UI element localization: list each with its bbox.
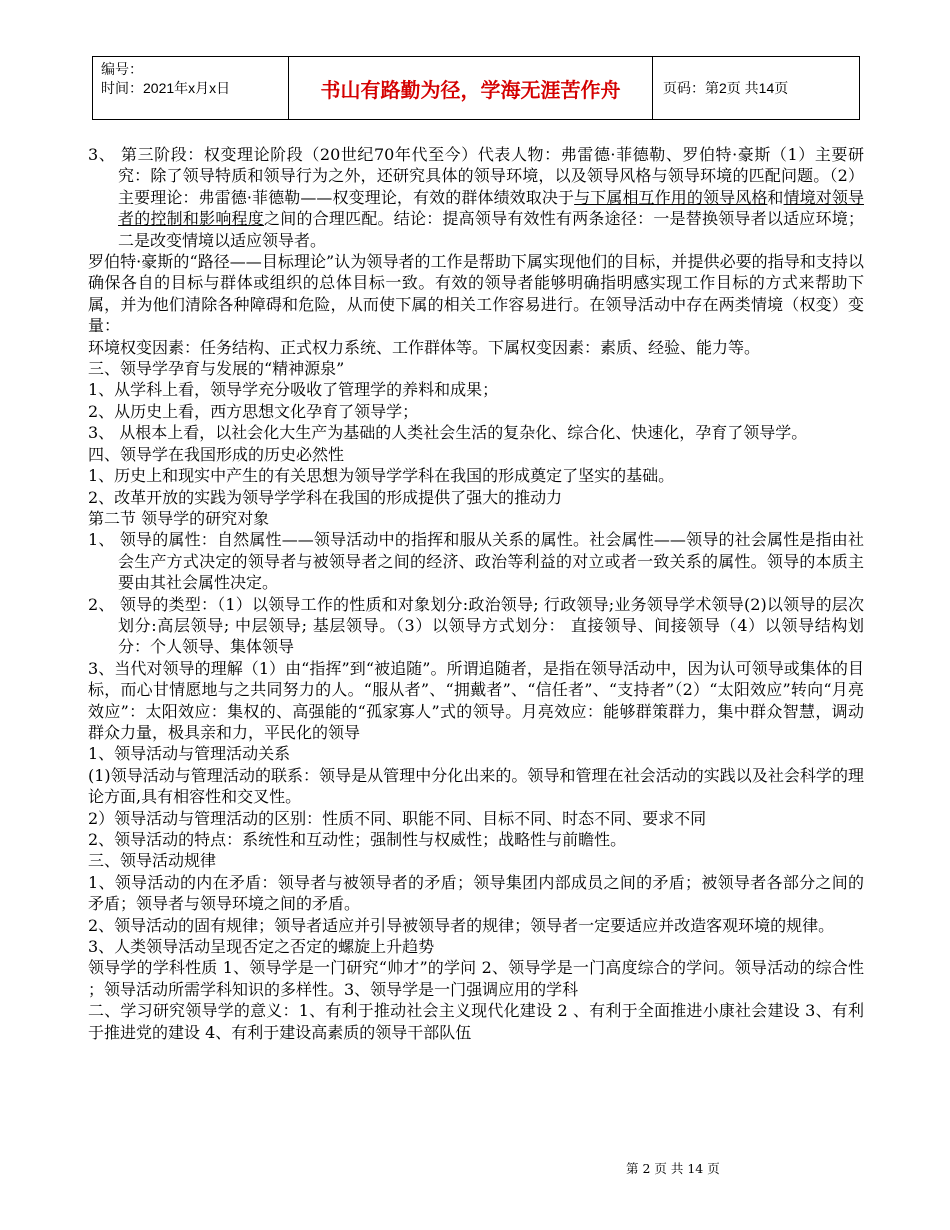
header-motto: 书山有路勤为径，学海无涯苦作舟 [289, 57, 653, 119]
list-item: 2、改革开放的实践为领导学学科在我国的形成提供了强大的推动力 [88, 487, 563, 507]
document-body [88, 144, 864, 1043]
page-footer: 第 2 页 共 14 页 [626, 1161, 720, 1176]
header-info-cell [93, 57, 289, 119]
paragraph: (1)领导活动与管理活动的联系：领导是从管理中分化出来的。领导和管理在社会活动的实践以及社会科学的理论方面,具有相容性和交叉性。 [88, 765, 864, 807]
section-heading: 三、领导学孕育与发展的“精神源泉” [88, 359, 345, 379]
list-item: 1、历史上和现实中产生的有关思想为领导学学科在我国的形成奠定了坚实的基础。 [88, 466, 675, 486]
list-item: 2、从历史上看，西方思想文化孕育了领导学； [88, 401, 419, 421]
section-heading: 第二节 领导学的研究对象 [88, 508, 270, 528]
list-item: 1、从学科上看，领导学充分吸收了管理学的养料和成果； [88, 380, 499, 400]
list-item: 3、 从根本上看，以社会化大生产为基础的人类社会生活的复杂化、综合化、快速化，孕育了领导学。 [88, 423, 808, 443]
paragraph: 领导学的学科性质 1、领导学是一门研究“帅才”的学问 2、领导学是一门高度综合的学问。领导活动的综合性 ；领导活动所需学科知识的多样性。3、领导学是一门强调应用的学科 [88, 958, 864, 999]
paragraph: 罗伯特·豪斯的“路径——目标理论”认为领导者的工作是帮助下属实现他们的目标，并提供必要的指导和支持以确保各自的目标与群体或组织的总体目标一致。有效的领导者能够明确指明感实现工作目标的方式来帮助下属，并为他们清除各种障碍和危险，从而使下属的相关工作容易进行。在领导活动中存在两类情境（权变）变量： [88, 252, 864, 336]
section-heading: 1、领导活动与管理活动关系 [88, 744, 291, 764]
paragraph: 2、领导活动的固有规律；领导者适应并引导被领导者的规律；领导者一定要适应并改造客观环境的规律。 [88, 915, 835, 935]
section-heading: 四、领导学在我国形成的历史必然性 [88, 444, 345, 464]
paragraph: 二、学习研究领导学的意义：1、有利于推动社会主义现代化建设 2 、有利于全面推进小康社会建设 3、有利于推进党的建设 4、有利于建设高素质的领导干部队伍 [88, 1001, 864, 1042]
paragraph: 1、领导活动的内在矛盾：领导者与被领导者的矛盾；领导集团内部成员之间的矛盾；被领导者各部分之间的矛盾；领导者与领导环境之间的矛盾。 [88, 872, 864, 914]
page-header [92, 56, 860, 120]
paragraph: 3、当代对领导的理解（1）由“指挥”到“被追随”。所谓追随者，是指在领导活动中，因为认可领导或集体的目标，而心甘情愿地与之共同努力的人。“服从者”、“拥戴者”、“信任者”、“支持者”（2）“太阳效应”转向“月亮效应”：太阳效应：集权的、高强能的“孤家寡人”式的领导。月亮效应：能够群策群力，集中群众智慧，调动群众力量，极具亲和力，平民化的领导 [88, 658, 864, 742]
paragraph: 2）领导活动与管理活动的区别：性质不同、职能不同、目标不同、时态不同、要求不同 [88, 808, 707, 828]
list-item: 2、 领导的类型：（1）以领导工作的性质和对象划分:政治领导; 行政领导;业务领导学术领导(2)以领导的层次划分:高层领导; 中层领导; 基层领导。（3）以领导方式划分： 直接领导、间接领导（4）以领导结构划分：个人领导、集体领导 [88, 594, 864, 657]
document-number-label: 编号： [101, 61, 143, 77]
underlined-term: 情境对领导者的控制和影响程度 [118, 187, 864, 229]
paragraph: 3、人类领导活动呈现否定之否定的螺旋上升趋势 [88, 937, 435, 957]
paragraph-third-stage: 3、 第三阶段：权变理论阶段（20世纪70年代至今）代表人物：弗雷德·菲德勒、罗伯特·豪斯（1）主要研究：除了领导特质和领导行为之外，还研究具体的领导环境，以及领导风格与领导环境的匹配问题。（2）主要理论：弗雷德·菲德勒——权变理论，有效的群体绩效取决于与下属相互作用的领导风格和情境对领导者的控制和影响程度之间的合理匹配。结论：提高领导有效性有两条途径：一是替换领导者以适应环境；二是改变情境以适应领导者。 [88, 145, 864, 250]
paragraph: 环境权变因素：任务结构、正式权力系统、工作群体等。下属权变因素：素质、经验、能力等。 [88, 337, 761, 357]
section-heading: 三、领导活动规律 [88, 851, 217, 871]
list-item: 1、 领导的属性：自然属性——领导活动中的指挥和服从关系的属性。社会属性——领导的社会属性是指由社会生产方式决定的领导者与被领导者之间的经济、政治等利益的对立或者一致关系的属性。领导的本质主要由其社会属性决定。 [88, 530, 864, 593]
paragraph: 2、领导活动的特点：系统性和互动性；强制性与权威性；战略性与前瞻性。 [88, 830, 627, 849]
document-time-label: 时间：2021年x月x日 [101, 80, 231, 96]
underlined-term: 与下属相互作用的领导风格 [574, 187, 768, 207]
header-page-info: 页码：第2页 共14页 [663, 80, 789, 96]
